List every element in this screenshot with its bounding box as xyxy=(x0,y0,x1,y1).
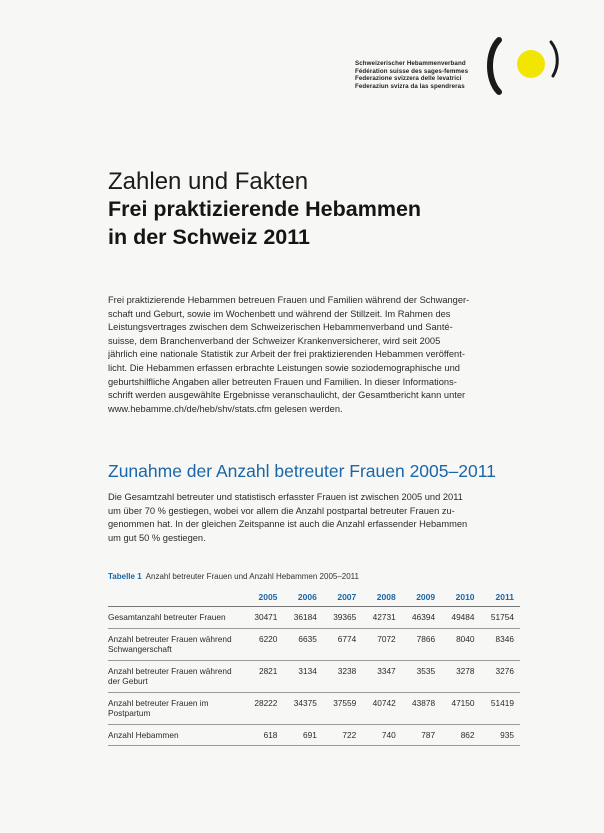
table-cell: 935 xyxy=(481,724,520,746)
table-cell: 6774 xyxy=(323,628,362,660)
table-cell: 40742 xyxy=(362,692,401,724)
table-header-year: 2006 xyxy=(283,586,322,607)
table-header-label xyxy=(108,586,244,607)
table-row-label: Anzahl Hebammen xyxy=(108,724,244,746)
table-caption xyxy=(108,572,359,581)
page-title xyxy=(108,195,421,251)
table-cell: 7866 xyxy=(402,628,441,660)
table-cell: 3535 xyxy=(402,660,441,692)
section-heading: Zunahme der Anzahl betreuter Frauen 2005–2011 xyxy=(108,461,496,481)
table-header-year: 2010 xyxy=(441,586,480,607)
table-cell: 51754 xyxy=(481,607,520,629)
table-cell: 787 xyxy=(402,724,441,746)
table-cell: 3278 xyxy=(441,660,480,692)
intro-line: www.hebamme.ch/de/heb/shv/stats.cfm gelesen werden. xyxy=(108,403,343,414)
table-row xyxy=(108,724,520,746)
table-header-year: 2009 xyxy=(402,586,441,607)
section-line: Die Gesamtzahl betreuter und statistisch erfasster Frauen ist zwischen 2005 und 2011 xyxy=(108,492,463,502)
table-cell: 42731 xyxy=(362,607,401,629)
logo-yellow-dot xyxy=(517,50,545,78)
section-paragraph xyxy=(108,491,520,545)
table-cell: 3347 xyxy=(362,660,401,692)
table-row xyxy=(108,692,520,724)
table-row-label: Gesamtanzahl betreuter Frauen xyxy=(108,607,244,629)
table-cell: 2821 xyxy=(244,660,283,692)
table-caption-number: Tabelle 1 xyxy=(108,572,142,581)
table-cell: 46394 xyxy=(402,607,441,629)
organization-names xyxy=(355,60,468,90)
table-cell: 37559 xyxy=(323,692,362,724)
table-row xyxy=(108,607,520,629)
table-header-row xyxy=(108,586,520,607)
table-cell: 34375 xyxy=(283,692,322,724)
intro-line: suisse, dem Branchenverband der Schweizer Krankenversicherer, wird seit 2005 xyxy=(108,335,441,346)
logo-left-bracket xyxy=(490,40,499,92)
table-cell: 8346 xyxy=(481,628,520,660)
org-name-it: Federazione svizzera delle levatrici xyxy=(355,75,462,83)
table-cell: 3276 xyxy=(481,660,520,692)
intro-line: Leistungsvertrages zwischen dem Schweizerischen Hebammenverband und Santé- xyxy=(108,322,453,333)
table-header-year: 2011 xyxy=(481,586,520,607)
intro-line: Frei praktizierende Hebammen betreuen Frauen und Familien während der Schwanger- xyxy=(108,295,470,305)
table-header-year: 2008 xyxy=(362,586,401,607)
table-cell: 47150 xyxy=(441,692,480,724)
table-row-label: Anzahl betreuter Frauen im Postpartum xyxy=(108,692,244,724)
table-header-year: 2005 xyxy=(244,586,283,607)
intro-line: schaft und Geburt, sowie im Wochenbett und während der Stillzeit. Im Rahmen des xyxy=(108,308,451,319)
org-name-de: Schweizerischer Hebammenverband xyxy=(355,60,466,67)
intro-line: schrift werden ausgewählte Ergebnisse veranschaulicht, der Gesamtbericht kann unter xyxy=(108,390,466,401)
logo-right-arc xyxy=(551,42,557,76)
intro-line: geburtshilfliche Angaben aller betreuten Frauen und Familien. In dieser Informations- xyxy=(108,376,457,387)
table-cell: 39365 xyxy=(323,607,362,629)
table-caption-text: Anzahl betreuter Frauen und Anzahl Hebammen 2005–2011 xyxy=(145,572,359,581)
org-name-fr: Fédération suisse des sages-femmes xyxy=(355,67,469,75)
table-cell: 6635 xyxy=(283,628,322,660)
table-cell: 28222 xyxy=(244,692,283,724)
table-row xyxy=(108,660,520,692)
table-cell: 722 xyxy=(323,724,362,746)
table-cell: 862 xyxy=(441,724,480,746)
table-cell: 36184 xyxy=(283,607,322,629)
section-line: genommen hat. In der gleichen Zeitspanne ist auch die Anzahl erfassender Hebammen xyxy=(108,519,468,530)
table-cell: 7072 xyxy=(362,628,401,660)
section-line: um gut 50 % gestiegen. xyxy=(108,532,206,543)
page-title-line-1: Frei praktizierende Hebammen xyxy=(108,197,422,221)
table-cell: 3238 xyxy=(323,660,362,692)
table-row-label: Anzahl betreuter Frauen während der Geburt xyxy=(108,660,244,692)
table-cell: 49484 xyxy=(441,607,480,629)
table-cell: 8040 xyxy=(441,628,480,660)
table-cell: 43878 xyxy=(402,692,441,724)
table-row xyxy=(108,628,520,660)
statistics-table xyxy=(108,586,520,746)
intro-line: jährlich eine nationale Statistik zur Arbeit der frei praktizierenden Hebammen veröffent- xyxy=(108,349,465,360)
table-cell: 691 xyxy=(283,724,322,746)
table-cell: 3134 xyxy=(283,660,322,692)
section-line: um über 70 % gestiegen, wobei vor allem die Anzahl postpartal betreuter Frauen zu- xyxy=(108,505,455,516)
table-cell: 618 xyxy=(244,724,283,746)
intro-line: licht. Die Hebammen erfassen erbrachte Leistungen sowie soziodemographische und xyxy=(108,362,460,373)
intro-paragraph xyxy=(108,294,520,416)
table-cell: 51419 xyxy=(481,692,520,724)
page-title-line-2: in der Schweiz 2011 xyxy=(108,225,310,249)
organization-logo xyxy=(483,36,563,96)
table-cell: 6220 xyxy=(244,628,283,660)
org-name-rm: Federaziun svizra da las spendreras xyxy=(355,82,465,90)
page-subtitle: Zahlen und Fakten xyxy=(108,168,309,195)
table-cell: 740 xyxy=(362,724,401,746)
table-row-label: Anzahl betreuter Frauen während Schwangerschaft xyxy=(108,628,244,660)
table-cell: 30471 xyxy=(244,607,283,629)
table-header-year: 2007 xyxy=(323,586,362,607)
